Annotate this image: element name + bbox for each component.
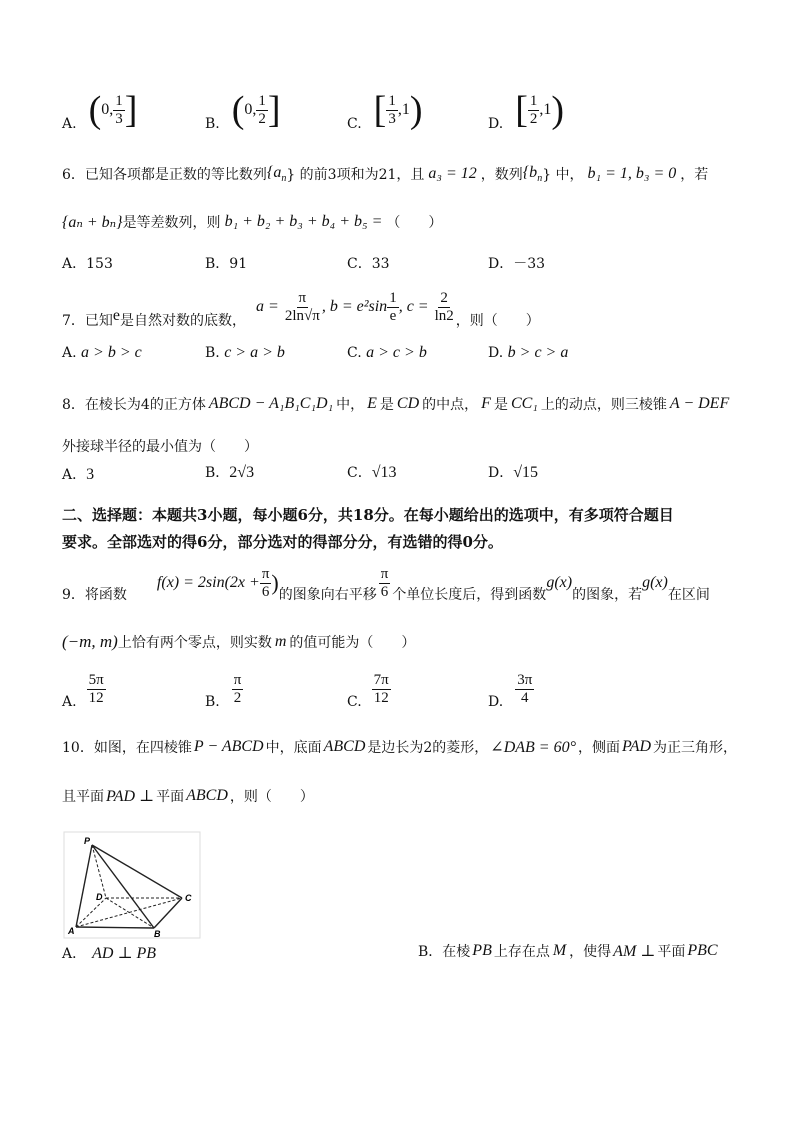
option-label: D.	[488, 116, 504, 132]
q9-text: 的值可能为（ ）	[289, 635, 416, 651]
q6-option-b[interactable]	[205, 253, 247, 273]
edge-pa	[76, 845, 92, 927]
q8-stem-line1	[62, 394, 729, 414]
numerator: 3π	[517, 672, 533, 688]
q10-option-b[interactable]	[418, 941, 718, 961]
q9-text: 9．将函数	[62, 587, 127, 603]
q7-definitions	[256, 290, 456, 324]
expr-b: , b = e²sin	[321, 298, 388, 315]
edge-ab	[76, 927, 154, 928]
right-bracket: )	[551, 89, 564, 131]
option-label: C．	[347, 465, 372, 481]
point-f: F	[481, 395, 491, 412]
fraction	[113, 93, 125, 127]
option-text: 平面	[657, 944, 686, 960]
pyramid-name: A − DEF	[669, 395, 730, 412]
comma: ,	[109, 101, 114, 118]
q6-text: 是等差数列，则	[122, 215, 221, 231]
option-text: －33	[513, 256, 546, 272]
option-label: A．	[62, 256, 87, 272]
option-text: ，使得	[569, 944, 612, 960]
q8-option-c[interactable]	[347, 462, 397, 482]
option-label: A.	[62, 694, 77, 710]
label-d: D	[96, 892, 103, 902]
comma: ,	[252, 101, 257, 118]
option-label: B.	[205, 345, 220, 361]
numerator: 1	[115, 93, 123, 109]
q8-text: 是	[493, 397, 508, 413]
q9-option-d[interactable]	[488, 668, 534, 710]
q6-sum-sequence: {aₙ + bₙ}	[62, 214, 123, 231]
denominator: e	[389, 307, 397, 324]
numerator: π	[380, 566, 389, 582]
option-text: a > c > b	[366, 344, 427, 361]
q6-option-d[interactable]	[488, 253, 545, 273]
option-label: B．	[205, 465, 230, 481]
denominator: 6	[261, 583, 270, 600]
q6-text: } 中，	[542, 167, 584, 184]
am-perp: AM ⊥	[613, 943, 656, 960]
fraction-b	[387, 290, 399, 324]
face-pad: PAD	[622, 738, 652, 755]
q6-text: ，数列	[480, 167, 523, 184]
numerator: π	[261, 566, 270, 582]
q9-option-c[interactable]	[347, 668, 391, 710]
q5-option-b[interactable]	[205, 88, 281, 132]
numerator: π	[233, 672, 242, 688]
q10-text: 为正三角形，	[653, 740, 738, 756]
edge-pc	[92, 845, 182, 898]
numerator: 5π	[88, 672, 104, 688]
denominator: 12	[88, 689, 104, 706]
fraction-c	[433, 290, 456, 324]
e-symbol: e	[112, 307, 121, 324]
option-text: 在棱	[442, 944, 471, 960]
q6-blank: （ ）	[386, 215, 443, 231]
q10-stem-line1	[62, 737, 737, 757]
denominator: 3	[115, 110, 123, 127]
option-label: D.	[488, 694, 504, 710]
point-e: E	[367, 395, 377, 412]
q5-option-d[interactable]	[488, 88, 564, 132]
option-text: b > c > a	[507, 344, 569, 361]
fx-close: )	[271, 570, 279, 595]
option-text: AD ⊥ PB	[92, 945, 157, 962]
interval-start: 0	[101, 101, 110, 118]
q6-option-c[interactable]	[347, 253, 390, 273]
q9-text: 的图象，若	[572, 587, 643, 603]
q6-stem-line1	[62, 164, 708, 184]
option-label: C.	[347, 694, 362, 710]
fraction-a	[283, 290, 322, 324]
option-label: D．	[488, 465, 514, 481]
option-text: √13	[371, 464, 397, 481]
right-bracket: )	[409, 89, 423, 131]
q9-text: 在区间	[667, 587, 710, 603]
q9-text: 个单位长度后，得到函数	[392, 587, 547, 603]
q9-stem-line1	[62, 562, 710, 604]
interval: (−m, m)	[62, 632, 118, 651]
option-label: C.	[347, 116, 362, 132]
option-text: a > b > c	[81, 344, 142, 361]
q9-option-b[interactable]	[205, 668, 243, 710]
option-text: √15	[513, 464, 539, 481]
left-bracket: (	[88, 89, 102, 131]
sequence-b: {$b_n$	[522, 164, 543, 185]
q6-option-a[interactable]	[62, 253, 113, 273]
edge-cc1: CC₁	[510, 395, 538, 412]
numerator: 7π	[373, 672, 389, 688]
fraction	[260, 566, 272, 600]
q6-text: 6．已知各项都是正数的等比数列	[62, 167, 267, 184]
interval-end: ,1	[397, 101, 410, 118]
numerator: 1	[258, 93, 266, 109]
q10-text: 平面	[156, 789, 185, 805]
q8-text: 中，	[336, 397, 365, 413]
option-label: C．	[347, 256, 372, 272]
q10-text: 是边长为2的菱形，	[367, 740, 489, 756]
q7-option-c[interactable]	[347, 344, 427, 362]
edge-db	[106, 898, 154, 928]
option-label: B．	[205, 256, 230, 272]
q8-text: 上的动点，则三棱锥	[540, 397, 667, 413]
option-label: B.	[205, 116, 220, 132]
q10-stem-line2	[62, 786, 314, 806]
q9-stem-line2	[62, 632, 415, 652]
q9-text: 的图象向右平移	[278, 587, 377, 603]
interval-start: 0	[244, 101, 253, 118]
option-label: B．	[418, 944, 443, 960]
option-fraction	[232, 672, 244, 706]
denominator: 2	[529, 110, 538, 127]
plane-pbc: PBC	[687, 942, 718, 959]
plane-pad: PAD ⊥	[106, 788, 155, 805]
q6-expression: b₁ + b₂ + b₃ + b₄ + b₅ =	[224, 213, 383, 230]
fraction	[386, 93, 398, 127]
label-p: P	[84, 836, 91, 846]
q6-condition-a3: a₃ = 12	[428, 165, 477, 183]
q5-option-a[interactable]	[62, 88, 137, 132]
numerator: 1	[388, 93, 396, 109]
option-text: 3	[86, 466, 95, 483]
option-fraction	[515, 672, 534, 706]
q7-text: 是自然对数的底数，	[120, 313, 247, 329]
q7-option-d[interactable]	[488, 344, 568, 362]
plane-abcd: ABCD	[186, 787, 228, 804]
q10-text: ，则（ ）	[229, 789, 314, 805]
denominator: 2	[233, 689, 242, 706]
label-a: A	[68, 926, 75, 936]
q8-option-b[interactable]	[205, 462, 254, 482]
denominator: 3	[388, 110, 396, 127]
option-text: 153	[86, 256, 113, 272]
edge-cd: CD	[396, 395, 420, 412]
option-label: D．	[488, 256, 514, 272]
numerator: 1	[389, 290, 397, 306]
option-label: B.	[205, 694, 220, 710]
option-text: 33	[371, 256, 390, 272]
option-label: D.	[488, 345, 504, 361]
gx-symbol: g(x)	[642, 574, 668, 591]
pyramid-name: P − ABCD	[193, 738, 264, 755]
numerator: 2	[440, 290, 448, 306]
option-text: 2√3	[229, 464, 255, 481]
angle-dab: ∠DAB = 60°	[490, 739, 576, 756]
denominator: 2ln√π	[284, 307, 320, 324]
right-bracket: ]	[124, 89, 138, 131]
shift-fraction	[379, 566, 391, 600]
q9-text: 上恰有两个零点，则实数	[117, 635, 272, 651]
left-bracket: [	[515, 89, 528, 131]
edge-pb-text: PB	[472, 942, 492, 959]
expr-a: a =	[256, 298, 279, 315]
edge-pb	[92, 845, 154, 928]
fraction	[256, 93, 268, 127]
option-text: 上存在点	[493, 944, 550, 960]
option-label: A.	[62, 116, 77, 132]
option-label: A．	[62, 946, 87, 962]
section-heading-line1: 二、选择题：本题共3小题，每小题6分，共18分。在每小题给出的选项中，有多项符合题目	[62, 506, 674, 524]
q8-text: 是	[379, 397, 394, 413]
point-m: M	[552, 942, 567, 959]
q6-stem-line2	[62, 212, 442, 232]
seq-b-symbol: {b	[522, 164, 538, 181]
label-c: C	[185, 893, 192, 903]
q10-text: 10．如图，在四棱锥	[62, 740, 192, 756]
q8-option-d[interactable]	[488, 462, 538, 482]
q9-function-f	[157, 566, 279, 600]
denominator: ln2	[434, 307, 454, 324]
q7-option-b[interactable]	[205, 344, 285, 362]
option-text: 91	[229, 256, 248, 272]
q7-option-a[interactable]	[62, 344, 142, 362]
m-symbol: m	[274, 633, 287, 650]
denominator: 4	[520, 689, 529, 706]
q5-option-c[interactable]	[347, 88, 422, 132]
fx-expression: f(x) = 2sin(2x +	[156, 574, 260, 591]
q10-text: 且平面	[62, 789, 104, 805]
expr-c: , c =	[398, 298, 429, 315]
cube-name: ABCD − A₁B₁C₁D₁	[208, 395, 334, 412]
left-bracket: (	[231, 89, 245, 131]
option-label: A.	[62, 345, 77, 361]
q7-text: 7．已知	[62, 313, 113, 329]
numerator: 1	[529, 93, 538, 109]
option-fraction	[87, 672, 106, 706]
interval-end: ,1	[539, 101, 552, 118]
q6-condition-b: b₁ = 1, b₃ = 0	[587, 165, 677, 183]
label-b: B	[154, 929, 161, 939]
q8-text: 的中点，	[422, 397, 479, 413]
q6-text: ，若	[680, 167, 709, 184]
gx-symbol: g(x)	[546, 574, 573, 591]
denominator: 6	[380, 583, 389, 600]
left-bracket: [	[373, 89, 387, 131]
denominator: 2	[258, 110, 266, 127]
pyramid-figure	[62, 830, 202, 940]
edge-pd	[92, 845, 106, 898]
base-name: ABCD	[323, 738, 366, 755]
q10-text: 中，底面	[265, 740, 322, 756]
option-label: A．	[62, 467, 87, 483]
sequence-a: {$a_n$	[266, 164, 287, 185]
denominator: 12	[373, 689, 389, 706]
right-bracket: ]	[267, 89, 281, 131]
option-label: C.	[347, 345, 362, 361]
edge-bc	[154, 898, 182, 928]
q6-text: } 的前3项和为21，且	[286, 167, 425, 184]
q10-option-a[interactable]	[62, 943, 156, 963]
q7-stem	[62, 288, 540, 330]
q9-option-a[interactable]	[62, 668, 106, 710]
q8-option-a[interactable]	[62, 464, 94, 484]
section-heading-line2: 要求。全部选对的得6分，部分选对的得部分分，有选错的得0分。	[62, 533, 503, 551]
seq-a-symbol: {a	[266, 164, 282, 181]
option-text: c > a > b	[224, 344, 285, 361]
q8-text: 8．在棱长为4的正方体	[62, 397, 206, 413]
option-fraction	[372, 672, 391, 706]
q10-text: ，侧面	[578, 740, 620, 756]
q7-text: ，则（ ）	[455, 313, 540, 329]
fraction	[528, 93, 540, 127]
q8-stem-line2: 外接球半径的最小值为（ ）	[62, 439, 258, 455]
numerator: π	[298, 290, 307, 306]
